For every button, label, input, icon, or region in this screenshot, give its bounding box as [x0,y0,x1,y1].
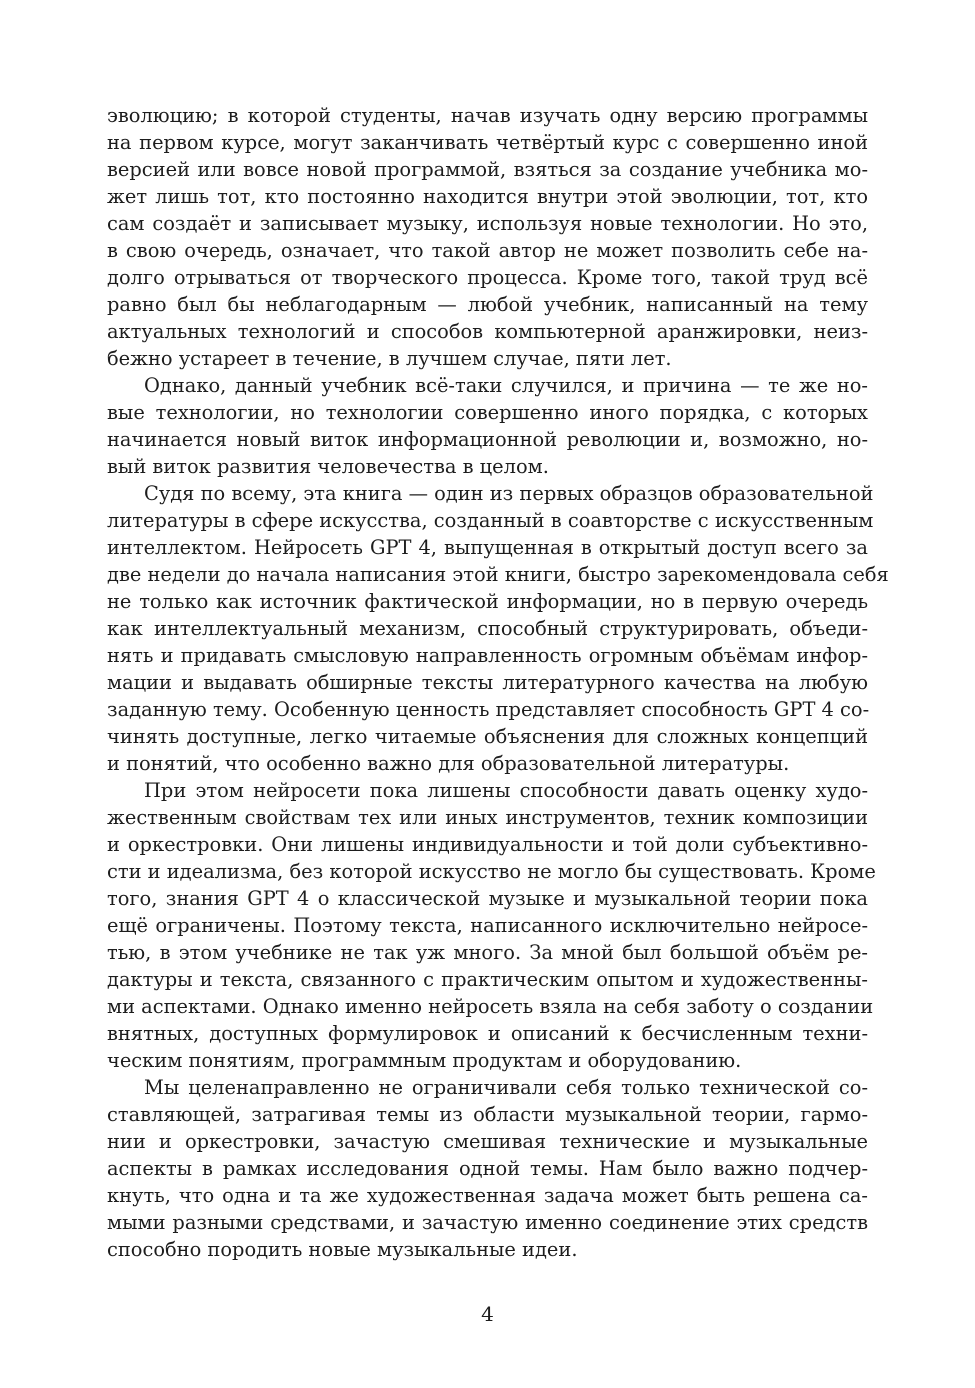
text-line: равно был бы неблагодарным — любой учебник, написанный на тему [107,293,868,316]
text-line: заданную тему. Особенную ценность представляет способность GPT 4 со- [107,698,870,721]
text-line: мыми разными средствами, и зачастую именно соединение этих средств [107,1211,868,1234]
text-line: Однако, данный учебник всё-таки случился, и причина — те же но- [144,374,868,397]
text-line: Судя по всему, эта книга — один из первых образцов образовательной [144,482,874,505]
text-line: интеллектом. Нейросеть GPT 4, выпущенная в открытый доступ всего за [107,536,868,559]
body-text [107,102,889,1263]
text-line: ещё ограничены. Поэтому текста, написанного исключительно нейросе- [107,914,868,937]
text-line: При этом нейросети пока лишены способности давать оценку худо- [144,779,868,802]
text-line: того, знания GPT 4 о классической музыке и музыкальной теории пока [107,887,868,910]
text-line: не только как источник фактической информации, но в первую очередь [107,590,868,613]
text-line: долго отрываться от творческого процесса. Кроме того, такой труд всё [107,266,868,289]
text-line: на первом курсе, могут заканчивать четвёртый курс с совершенно иной [107,131,868,154]
text-line: эволюцию; в которой студенты, начав изучать одну версию программы [107,104,868,127]
text-line: вые технологии, но технологии совершенно иного порядка, с которых [107,401,868,424]
paragraph [107,102,868,372]
text-line: вый виток развития человечества в целом. [107,455,549,478]
paragraph [107,480,889,777]
text-line: дактуры и текста, связанного с практическим опытом и художественны- [107,968,868,991]
text-line: ставляющей, затрагивая темы из области музыкальной теории, гармо- [107,1103,868,1126]
text-line: две недели до начала написания этой книги, быстро зарекомендовала себя [107,563,889,586]
text-line: как интеллектуальный механизм, способный структурировать, объеди- [107,617,868,640]
text-line: сам создаёт и записывает музыку, используя новые технологии. Но это, [107,212,868,235]
text-line: жественным свойствам тех или иных инструментов, техник композиции [107,806,868,829]
text-line: жет лишь тот, кто постоянно находится внутри этой эволюции, тот, кто [107,185,868,208]
text-line: внятных, доступных формулировок и описаний к бесчисленным техни- [107,1022,868,1045]
paragraph [107,372,868,480]
text-line: Мы целенаправленно не ограничивали себя только технической со- [144,1076,868,1099]
page-number: 4 [481,1302,494,1326]
text-line: начинается новый виток информационной революции и, возможно, но- [107,428,868,451]
text-line: версией или вовсе новой программой, взяться за создание учебника мо- [107,158,868,181]
text-line: тью, в этом учебнике не так уж много. За мной был большой объём ре- [107,941,868,964]
text-line: мации и выдавать обширные тексты литературного качества на любую [107,671,868,694]
paragraph [107,1074,868,1263]
text-line: нии и оркестровки, зачастую смешивая технические и музыкальные [107,1130,868,1153]
text-line: нять и придавать смысловую направленность огромным объёмам инфор- [107,644,868,667]
text-line: ми аспектами. Однако именно нейросеть взяла на себя заботу о создании [107,995,874,1018]
text-line: чинять доступные, легко читаемые объяснения для сложных концепций [107,725,868,748]
text-line: кнуть, что одна и та же художественная задача может быть решена са- [107,1184,868,1207]
text-line: актуальных технологий и способов компьютерной аранжировки, неиз- [107,320,868,343]
text-line: бежно устареет в течение, в лучшем случае, пяти лет. [107,347,672,370]
text-line: сти и идеализма, без которой искусство не могло бы существовать. Кроме [107,860,876,883]
text-line: в свою очередь, означает, что такой автор не может позволить себе на- [107,239,868,262]
text-line: способно породить новые музыкальные идеи. [107,1238,578,1261]
text-line: и оркестровки. Они лишены индивидуальности и той доли субъективно- [107,833,868,856]
text-line: ческим понятиям, программным продуктам и оборудованию. [107,1049,742,1072]
text-line: и понятий, что особенно важно для образовательной литературы. [107,752,790,775]
paragraph [107,777,876,1074]
text-line: литературы в сфере искусства, созданный в соавторстве с искусственным [107,509,874,532]
text-line: аспекты в рамках исследования одной темы. Нам было важно подчер- [107,1157,868,1180]
